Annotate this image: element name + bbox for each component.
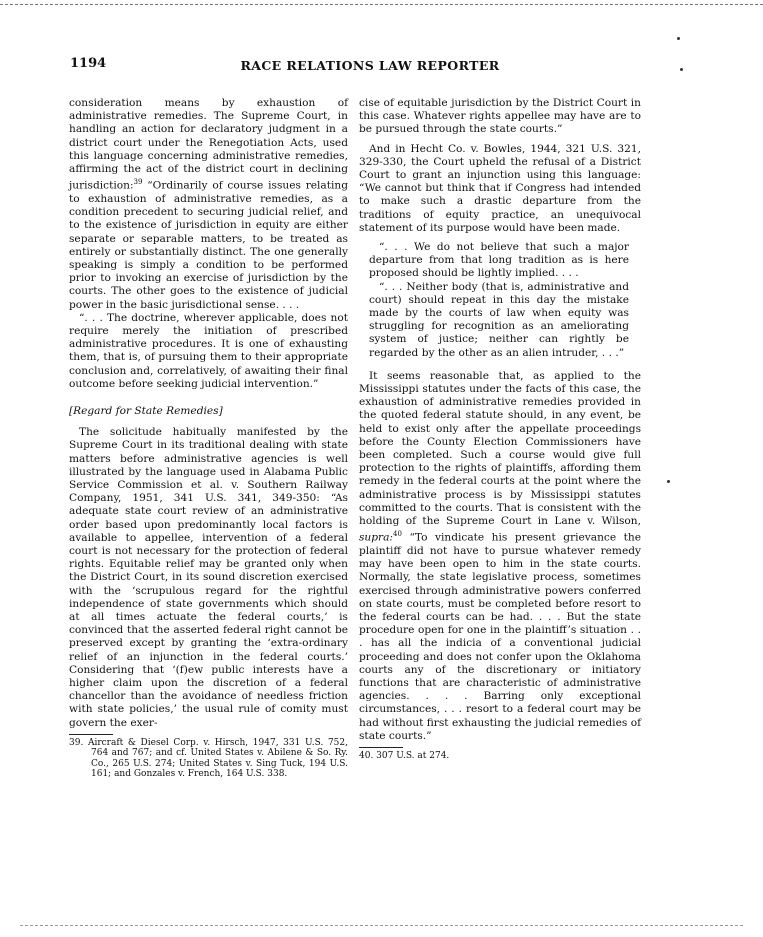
right-paragraph-3 (359, 370, 641, 743)
scan-speck (677, 37, 680, 40)
top-border (0, 4, 763, 5)
scan-speck (680, 68, 683, 71)
left-column (69, 97, 348, 780)
footnote-rule (69, 734, 113, 735)
running-title: RACE RELATIONS LAW REPORTER (240, 58, 500, 73)
page-number: 1194 (70, 56, 107, 71)
block-quote-2: “. . . Neither body (that is, administrative and court) should repeat in this day the mistake made by the courts of law when equity was struggling for recognition as an ameliorating system of justice; neither can rightly be regarded by the other as an alien intruder, . . .” (369, 280, 629, 359)
section-heading: [Regard for State Remedies] (69, 405, 223, 417)
scan-speck (667, 480, 670, 483)
right-paragraph-2: And in Hecht Co. v. Bowles, 1944, 321 U.S. 321, 329-330, the Court upheld the refusal of a District Court to grant an injunction using this language: “We cannot but think that if Congress had intended to make such a drastic departure from the traditions of equity practice, an unequivocal statement of its purpose would have been made. (359, 142, 641, 234)
left-paragraph-1 (69, 97, 348, 312)
left-p1-text: consideration means by exhaustion of administrative remedies. The Supreme Court, in handling an action for declaratory judgment in a district court under the Renegotiation Acts, used this language concerning administrative remedies, affirming the act of the district court in declining jurisdiction: (69, 97, 348, 192)
footnote-ref-40: 40 (393, 530, 402, 539)
left-paragraph-3: The solicitude habitually manifested by the Supreme Court in its traditional dealing with state matters before administrative agencies is well illustrated by the language used in Alabama Public Service Commission et al. v. Southern Railway Company, 1951, 341 U.S. 341, 349-350: “As adequate state court review of an administrative order based upon predominantly local factors is available to appellee, intervention of a federal court is not necessary for the protection of federal rights. Equitable relief may be granted only when the District Court, in its sound discretion exercised with the ‘scrupulous regard for the rightful independence of state governments which should at all times actuate the federal courts,’ is convinced that the asserted federal right cannot be preserved except by granting the ‘extra-ordinary relief of an injunction in the federal courts.’ Considering that ‘(f)ew public interests have a higher claim upon the discretion of a federal chancellor than the avoidance of needless friction with state policies,’ the usual rule of comity must govern the exer- (69, 426, 348, 729)
footnote-rule (359, 747, 403, 748)
right-paragraph-1: cise of equitable jurisdiction by the District Court in this case. Whatever rights appellee may have are to be pursued through the state courts.” (359, 97, 641, 136)
block-quote-1: “. . . We do not believe that such a major departure from that long tradition as is here proposed should be lightly implied. . . . (369, 241, 629, 280)
right-column (359, 97, 641, 761)
right-p3-text: It seems reasonable that, as applied to the Mississippi statutes under the facts of this case, the exhaustion of administrative remedies provided in the quoted federal statute should, in any event, be held to exist only after the appellate proceedings before the County Election Commissioners have been completed. Such a course would give full protection to the rights of plaintiffs, affording them remedy in the federal courts at the point where the administrative process is by Mississippi statutes committed to the courts. That is consistent with the holding of the Supreme Court in Lane v. Wilson, (359, 369, 641, 528)
footnote-40: 40. 307 U.S. at 274. (359, 751, 450, 762)
footnote-ref-39: 39 (133, 178, 143, 187)
bottom-border (20, 925, 743, 926)
footnote-39: 39. Aircraft & Diesel Corp. v. Hirsch, 1947, 331 U.S. 752, 764 and 767; and cf. United States v. Abilene & So. Ry. Co., 265 U.S. 274; United States v. Sing Tuck, 194 U.S. 161; and Gonzales v. French, 164 U.S. 338. (69, 737, 348, 780)
supra-label: supra: (359, 531, 393, 544)
left-p1-quote: “Ordinarily of course issues relating to exhaustion of administrative remedies, as a condition precedent to securing judicial relief, and to the existence of jurisdiction in equity are either separate or separable matters, to be treated as entirely or substantially distinct. The one generally speaking is simply a condition to be performed prior to invoking an exercise of jurisdiction by the courts. The other goes to the existence of judicial power in the basic jurisdictional sense. . . . (69, 179, 348, 311)
left-paragraph-2: “. . . The doctrine, wherever applicable, does not require merely the initiation of prescribed administrative procedures. It is one of exhausting them, that is, of pursuing them to their appropriate conclusion and, correlatively, of awaiting their final outcome before seeking judicial intervention.” (69, 311, 348, 390)
right-p3-quote: “To vindicate his present grievance the plaintiff did not have to pursue whatever remedy may have been open to him in the state courts. Normally, the state legislative process, sometimes exercised through administrative powers conferred on state courts, must be completed before resort to the federal courts can be had. . . . But the state procedure open for one in the plaintiff’s situation . . . has all the indicia of a conventional judicial proceeding and does not confer upon the Oklahoma courts any of the discretionary or initiatory functions that are characteristic of administrative agencies. . . . Barring only exceptional circumstances, . . . resort to a federal court may be had without first exhausting the judicial remedies of state courts.” (359, 531, 641, 742)
